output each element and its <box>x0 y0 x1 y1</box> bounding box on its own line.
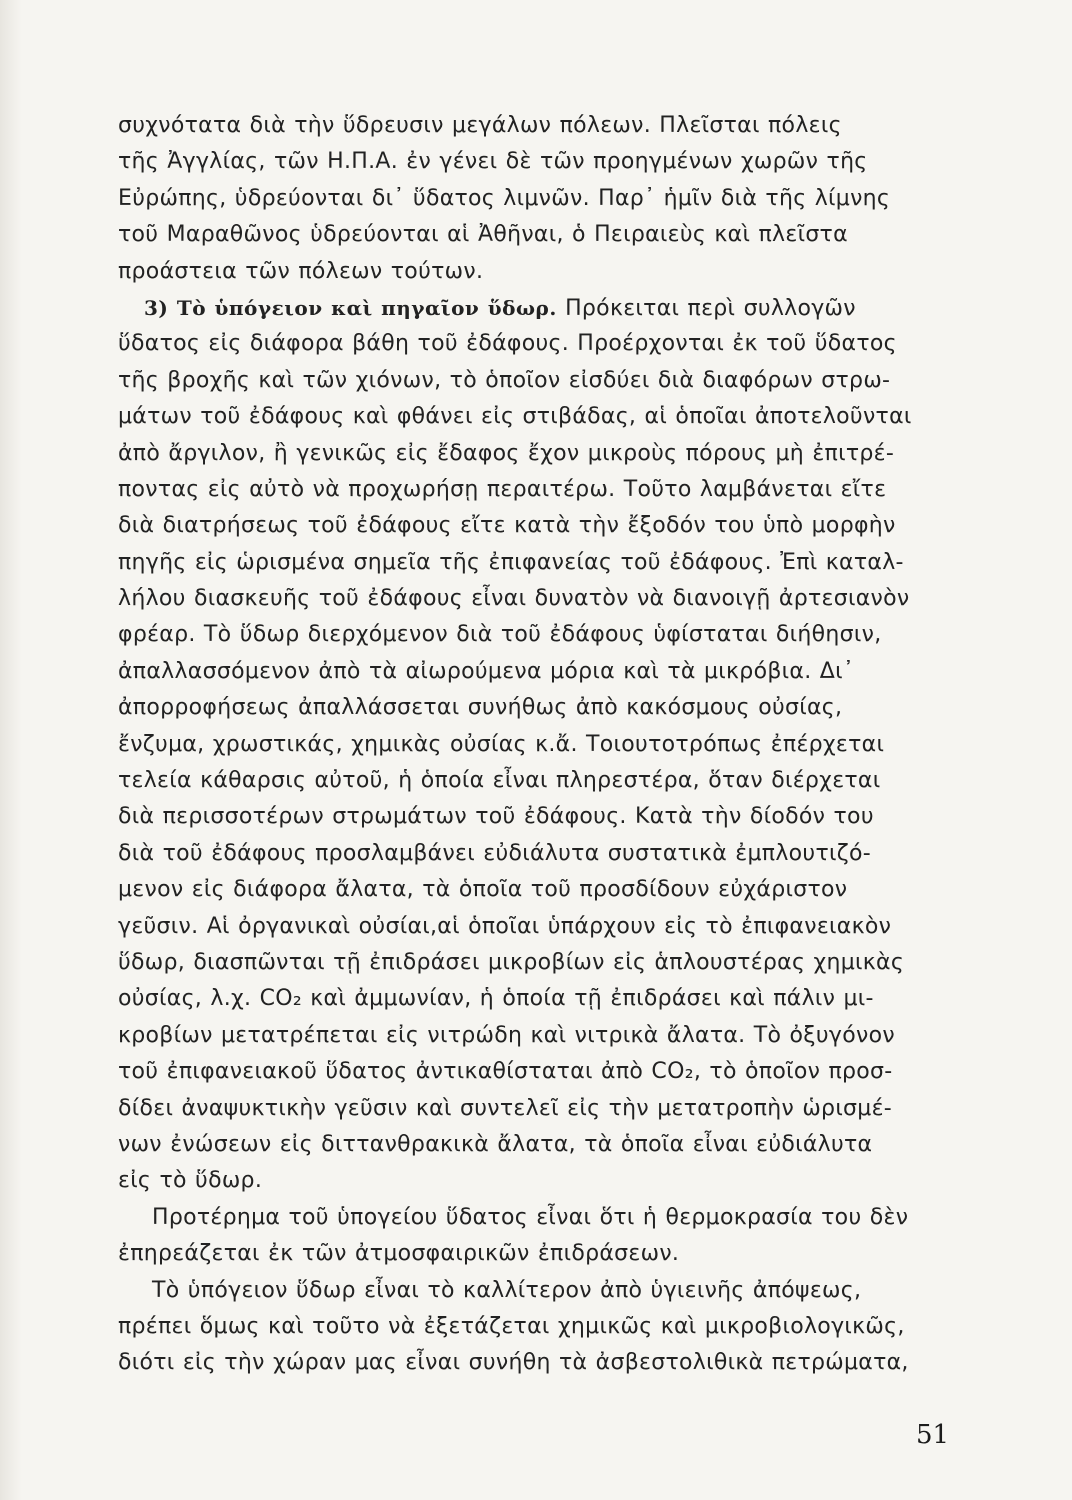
text-line: λήλου διασκευῆς τοῦ ἐδάφους εἶναι δυνατὸν νὰ διανοιγῇ ἀρτεσιανὸν <box>118 586 910 612</box>
text-line: γεῦσιν. Αἱ ὀργανικαὶ οὐσίαι,αἱ ὁποῖαι ὑπάρχουν εἰς τὸ ἐπιφανειακὸν <box>118 913 892 939</box>
text-line: ὕδωρ, διασπῶνται τῇ ἐπιδράσει μικροβίων εἰς ἁπλουστέρας χημικὰς <box>118 949 905 975</box>
text-line: ἀπαλλασσόμενον ἀπὸ τὰ αἰωρούμενα μόρια καὶ τὰ μικρόβια. Δι᾽ <box>118 658 855 684</box>
text-line: συχνότατα διὰ τὴν ὕδρευσιν μεγάλων πόλεων. Πλεῖσται πόλεις <box>118 113 842 138</box>
binding-gutter <box>0 0 22 1500</box>
text-line: ἐπηρεάζεται ἐκ τῶν ἀτμοσφαιρικῶν ἐπιδράσεων. <box>118 1241 680 1267</box>
text-line: προάστεια τῶν πόλεων τούτων. <box>118 258 484 284</box>
text-line: ἀπὸ ἄργιλον, ἢ γενικῶς εἰς ἔδαφος ἔχον μικροὺς πόρους μὴ ἐπιτρέ- <box>118 440 895 466</box>
text-line: πηγῆς εἰς ὡρισμένα σημεῖα τῆς ἐπιφανείας τοῦ ἐδάφους. Ἐπὶ καταλ- <box>118 549 904 575</box>
paragraph-hygiene <box>118 1273 950 1382</box>
text-line: πρέπει ὅμως καὶ τοῦτο νὰ ἐξετάζεται χημικῶς καὶ μικροβιολογικῶς, <box>118 1313 905 1339</box>
text-line: τῆς Ἀγγλίας, τῶν Η.Π.Α. ἐν γένει δὲ τῶν προηγμένων χωρῶν τῆς <box>118 149 868 175</box>
text-line: τοῦ Μαραθῶνος ὑδρεύονται αἱ Ἀθῆναι, ὁ Πειραιεὺς καὶ πλεῖστα <box>118 222 848 248</box>
heading-line-rest: Πρόκειται περὶ συλλογῶν <box>565 295 856 321</box>
text-line: ποντας εἰς αὐτὸ νὰ προχωρήσῃ περαιτέρω. Τοῦτο λαμβάνεται εἴτε <box>118 476 887 502</box>
text-line: οὐσίας, λ.χ. CO₂ καὶ ἀμμωνίαν, ἡ ὁποία τῇ ἐπιδράσει καὶ πάλιν μι- <box>118 986 874 1012</box>
text-line <box>118 290 950 326</box>
text-line: μενον εἰς διάφορα ἄλατα, τὰ ὁποῖα τοῦ προσδίδουν εὐχάριστον <box>118 877 848 903</box>
text-line: διὰ διατρήσεως τοῦ ἐδάφους εἴτε κατὰ τὴν ἔξοδόν του ὑπὸ μορφὴν <box>118 513 896 539</box>
text-line: Τὸ ὑπόγειον ὕδωρ εἶναι τὸ καλλίτερον ἀπὸ ὑγιεινῆς ἀπόψεως, <box>152 1277 862 1303</box>
text-line: τῆς βροχῆς καὶ τῶν χιόνων, τὸ ὁποῖον εἰσδύει διὰ διαφόρων στρω- <box>118 367 891 393</box>
text-line: κροβίων μετατρέπεται εἰς νιτρώδη καὶ νιτρικὰ ἄλατα. Τὸ ὀξυγόνον <box>118 1022 895 1048</box>
paragraph-advantage <box>118 1200 950 1273</box>
text-line: μάτων τοῦ ἐδάφους καὶ φθάνει εἰς στιβάδας, αἱ ὁποῖαι ἀποτελοῦνται <box>118 404 912 430</box>
paragraph-groundwater <box>118 290 950 1200</box>
text-line: διὰ τοῦ ἐδάφους προσλαμβάνει εὐδιάλυτα συστατικὰ ἐμπλουτιζό- <box>118 840 872 866</box>
page-number: 51 <box>916 1420 950 1450</box>
text-line: νων ἐνώσεων εἰς διττανθρακικὰ ἄλατα, τὰ ὁποῖα εἶναι εὐδιάλυτα <box>118 1131 873 1157</box>
text-line: ἔνζυμα, χρωστικάς, χημικὰς οὐσίας κ.ἄ. Τοιουτοτρόπως ἐπέρχεται <box>118 731 885 757</box>
body-text <box>118 108 950 1382</box>
paragraph-lake-water <box>118 108 950 290</box>
text-line: διὰ περισσοτέρων στρωμάτων τοῦ ἐδάφους. Κατὰ τὴν δίοδόν του <box>118 804 874 830</box>
text-line: διότι εἰς τὴν χώραν μας εἶναι συνήθη τὰ ἀσβεστολιθικὰ πετρώματα, <box>118 1350 909 1376</box>
text-line: ἀπορροφήσεως ἀπαλλάσσεται συνήθως ἀπὸ κακόσμους οὐσίας, <box>118 695 843 721</box>
text-line: εἰς τὸ ὕδωρ. <box>118 1168 263 1194</box>
section-heading: 3) Τὸ ὑπόγειον καὶ πηγαῖον ὕδωρ. <box>144 295 557 320</box>
text-line: τοῦ ἐπιφανειακοῦ ὕδατος ἀντικαθίσταται ἀπὸ CO₂, τὸ ὁποῖον προσ- <box>118 1059 893 1085</box>
text-line: ὕδατος εἰς διάφορα βάθη τοῦ ἐδάφους. Προέρχονται ἐκ τοῦ ὕδατος <box>118 331 897 357</box>
text-line: τελεία κάθαρσις αὐτοῦ, ἡ ὁποία εἶναι πληρεστέρα, ὅταν διέρχεται <box>118 768 881 794</box>
text-line: φρέαρ. Τὸ ὕδωρ διερχόμενον διὰ τοῦ ἐδάφους ὑφίσταται διήθησιν, <box>118 622 882 648</box>
text-line: Εὐρώπης, ὑδρεύονται δι᾽ ὕδατος λιμνῶν. Παρ᾽ ἡμῖν διὰ τῆς λίμνης <box>118 185 891 211</box>
text-line: δίδει ἀναψυκτικὴν γεῦσιν καὶ συντελεῖ εἰς τὴν μετατροπὴν ὡρισμέ- <box>118 1095 893 1121</box>
text-line: Προτέρημα τοῦ ὑπογείου ὕδατος εἶναι ὅτι ἡ θερμοκρασία του δὲν <box>152 1204 909 1230</box>
